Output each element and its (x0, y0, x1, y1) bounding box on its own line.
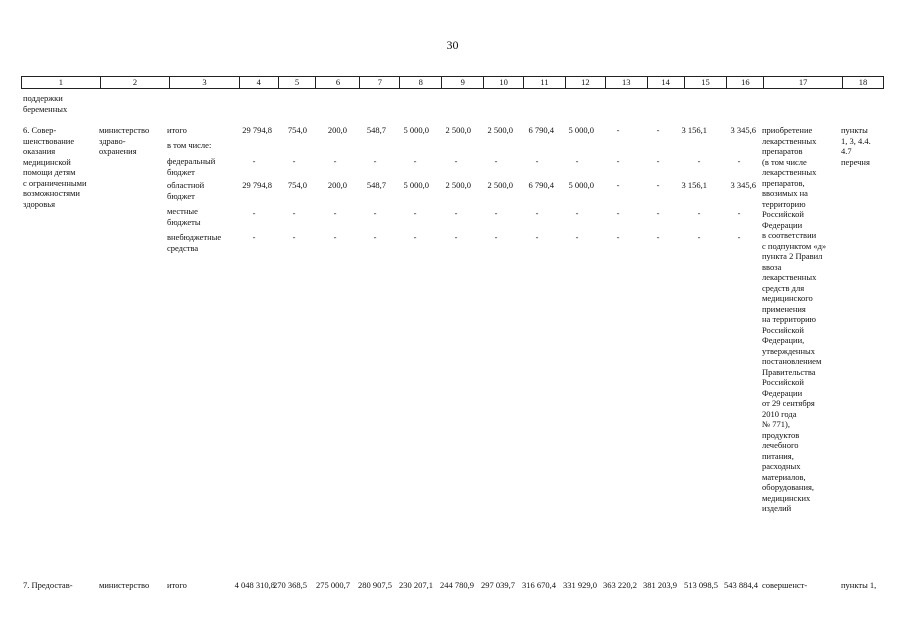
item6-regional-value: 3 345,6 (730, 180, 756, 190)
dash-cell: - (413, 232, 417, 242)
item7-total-value: 363 220,2 (603, 580, 637, 590)
item6-regional-label: областной (167, 180, 205, 190)
header-col-13: 13 (605, 77, 647, 89)
item6-result-line: приобретение (762, 125, 813, 135)
dash-cell: - (575, 232, 579, 242)
item6-result-line: материалов, (762, 471, 806, 482)
item6-regional-value: 548,7 (366, 180, 386, 190)
dash-cell: - (656, 208, 660, 218)
item6-result-line: 2010 года (762, 408, 797, 419)
item6-result-line: с подпунктом «д» (762, 240, 827, 251)
item7-total-value: 543 884,4 (724, 580, 758, 590)
item7-points: пункты 1, (841, 580, 877, 590)
dash-cell: - (697, 156, 701, 166)
item6-total-value: 754,0 (287, 125, 307, 135)
item6-local-label: бюджеты (167, 216, 201, 227)
item6-name-line: оказания (23, 146, 56, 156)
item6-executor-line: министерство (99, 125, 150, 135)
item6-result-line: ввоза (762, 261, 782, 272)
item6-regional-value: 6 790,4 (528, 180, 554, 190)
dash-cell: - (494, 232, 498, 242)
header-col-9: 9 (442, 77, 484, 89)
dash-cell: - (454, 156, 458, 166)
header-col-7: 7 (360, 77, 400, 89)
item6-result-line: в соответствии (762, 230, 817, 240)
item6-total-value: 5 000,0 (403, 125, 429, 135)
item6-total-label: итого (167, 125, 187, 135)
header-col-17: 17 (764, 77, 843, 89)
item6-total-value: - (656, 125, 660, 135)
item6-points-line: 4.7 (841, 146, 852, 156)
dash-cell: - (616, 156, 620, 166)
dash-cell: - (737, 156, 741, 166)
item6-regional-value: - (616, 180, 620, 190)
dash-cell: - (535, 156, 539, 166)
item6-result-line: медицинского (762, 293, 813, 303)
item6-name-line: медицинской (23, 156, 71, 167)
item6-regional-value: 5 000,0 (568, 180, 594, 190)
item7-total-value: 280 907,5 (358, 580, 392, 590)
item6-result-line: лекарственных (762, 272, 817, 282)
item6-result-line: № 771), (762, 419, 790, 429)
item6-extra-label: внебюджетные (167, 232, 222, 242)
dash-cell: - (292, 232, 296, 242)
dash-cell: - (535, 208, 539, 218)
item7-total-value: 297 039,7 (481, 580, 515, 590)
header-col-11: 11 (524, 77, 566, 89)
item6-federal-label: бюджет (167, 166, 195, 177)
header-col-16: 16 (727, 77, 764, 89)
dash-cell: - (413, 156, 417, 166)
item6-including-label: в том числе: (167, 140, 212, 150)
item7-total-value: 381 203,9 (643, 580, 677, 590)
item6-result-line: от 29 сентября (762, 398, 815, 408)
item6-result-line: на территорию (762, 314, 816, 324)
prev-row-text: беременных (23, 103, 68, 114)
item6-regional-value: 3 156,1 (681, 180, 707, 190)
item6-result-line: медицинских (762, 492, 811, 503)
item6-result-line: оборудования, (762, 482, 815, 492)
item6-name-line: шенствование (23, 135, 75, 146)
header-col-5: 5 (278, 77, 316, 89)
item6-total-value: 2 500,0 (487, 125, 513, 135)
item6-result-line: Российской (762, 324, 804, 335)
dash-cell: - (373, 208, 377, 218)
item7-executor: министерство (99, 580, 150, 590)
item6-regional-label: бюджет (167, 190, 195, 201)
item6-result-line: питания, (762, 450, 794, 461)
item6-result-line: лечебного (762, 440, 799, 450)
item6-name-line: 6. Совер- (23, 125, 57, 135)
item6-result-line: пункта 2 Правил (762, 251, 823, 261)
item6-regional-value: 2 500,0 (445, 180, 471, 190)
dash-cell: - (494, 208, 498, 218)
header-col-18: 18 (843, 77, 884, 89)
item6-result-line: Федерации (762, 219, 803, 230)
item6-regional-value: 29 794,8 (242, 180, 272, 190)
item6-result-line: лекарственных (762, 135, 817, 146)
header-col-1: 1 (22, 77, 101, 89)
item6-name-line: возможностями (23, 188, 80, 198)
item6-name-line: здоровья (23, 198, 56, 209)
item6-total-value: 2 500,0 (445, 125, 471, 135)
item6-local-label: местные (167, 206, 198, 216)
dash-cell: - (292, 208, 296, 218)
dash-cell: - (616, 208, 620, 218)
item6-result-line: препаратов, (762, 177, 805, 188)
item6-result-line: Федерации, (762, 335, 805, 345)
dash-cell: - (413, 208, 417, 218)
dash-cell: - (333, 156, 337, 166)
header-col-10: 10 (484, 77, 524, 89)
dash-cell: - (737, 208, 741, 218)
dash-cell: - (535, 232, 539, 242)
item6-result-line: Российской (762, 209, 804, 219)
item7-total-value: 244 780,9 (440, 580, 474, 590)
dash-cell: - (252, 208, 256, 218)
header-col-4: 4 (239, 77, 278, 89)
dash-cell: - (616, 232, 620, 242)
item6-total-value: 548,7 (366, 125, 386, 135)
item6-executor-line: охранения (99, 146, 137, 156)
item7-total-label: итого (167, 580, 187, 590)
header-col-8: 8 (400, 77, 442, 89)
item7-total-value: 316 670,4 (522, 580, 556, 590)
item7-total-value: 275 000,7 (316, 580, 350, 590)
item6-points-line: 1, 3, 4.4. (841, 135, 871, 146)
item6-result-line: изделий (762, 503, 792, 513)
dash-cell: - (454, 232, 458, 242)
dash-cell: - (292, 156, 296, 166)
item7-result: совершенст- (762, 580, 808, 590)
item6-result-line: (в том числе (762, 156, 807, 167)
item6-regional-value: - (656, 180, 660, 190)
item6-result-line: продуктов (762, 429, 800, 440)
item6-result-line: лекарственных (762, 167, 817, 177)
item6-total-value: 6 790,4 (528, 125, 554, 135)
dash-cell: - (656, 232, 660, 242)
item6-result-line: применения (762, 303, 806, 314)
item6-result-line: средств для (762, 282, 805, 293)
item6-total-value: - (616, 125, 620, 135)
dash-cell: - (575, 208, 579, 218)
header-col-2: 2 (100, 77, 170, 89)
dash-cell: - (494, 156, 498, 166)
dash-cell: - (697, 232, 701, 242)
item6-name-line: помощи детям (23, 167, 76, 177)
item6-points-line: пункты (841, 125, 868, 135)
prev-row-text: поддержки (23, 93, 63, 103)
item6-total-value: 5 000,0 (568, 125, 594, 135)
item7-total-value: 4 048 310,8 (234, 580, 275, 590)
header-col-14: 14 (647, 77, 684, 89)
header-col-12: 12 (565, 77, 605, 89)
dash-cell: - (737, 232, 741, 242)
dash-cell: - (697, 208, 701, 218)
item6-result-line: Федерации (762, 387, 803, 398)
item6-result-line: препаратов (762, 146, 803, 156)
item6-result-line: ввозимых на (762, 188, 808, 198)
dash-cell: - (333, 208, 337, 218)
column-number-header (21, 76, 884, 89)
item6-total-value: 3 345,6 (730, 125, 756, 135)
item6-result-line: утвержденных (762, 345, 815, 356)
dash-cell: - (373, 232, 377, 242)
dash-cell: - (575, 156, 579, 166)
dash-cell: - (252, 232, 256, 242)
item6-regional-value: 754,0 (287, 180, 307, 190)
item7-total-value: 513 098,5 (684, 580, 718, 590)
item6-total-value: 3 156,1 (681, 125, 707, 135)
item6-points-line: перечня (841, 156, 870, 167)
item7-name: 7. Предостав- (23, 580, 73, 590)
item6-federal-label: федеральный (167, 156, 216, 166)
item6-result-line: расходных (762, 461, 801, 471)
item6-total-value: 29 794,8 (242, 125, 272, 135)
header-col-3: 3 (170, 77, 240, 89)
item6-result-line: Правительства (762, 366, 816, 377)
header-col-15: 15 (684, 77, 727, 89)
item6-result-line: Российской (762, 377, 804, 387)
dash-cell: - (252, 156, 256, 166)
header-col-6: 6 (316, 77, 360, 89)
item6-extra-label: средства (167, 242, 199, 253)
item6-regional-value: 2 500,0 (487, 180, 513, 190)
item6-result-line: территорию (762, 198, 806, 209)
item7-total-value: 230 207,1 (399, 580, 433, 590)
item6-result-line: постановлением (762, 356, 822, 366)
item6-name-line: с ограниченными (23, 177, 87, 188)
item6-regional-value: 200,0 (327, 180, 347, 190)
item6-executor-line: здраво- (99, 135, 126, 146)
dash-cell: - (656, 156, 660, 166)
item7-total-value: 331 929,0 (563, 580, 597, 590)
item6-regional-value: 5 000,0 (403, 180, 429, 190)
dash-cell: - (454, 208, 458, 218)
dash-cell: - (333, 232, 337, 242)
dash-cell: - (373, 156, 377, 166)
page-number: 30 (446, 38, 459, 52)
item6-total-value: 200,0 (327, 125, 347, 135)
item7-total-value: 270 368,5 (273, 580, 307, 590)
